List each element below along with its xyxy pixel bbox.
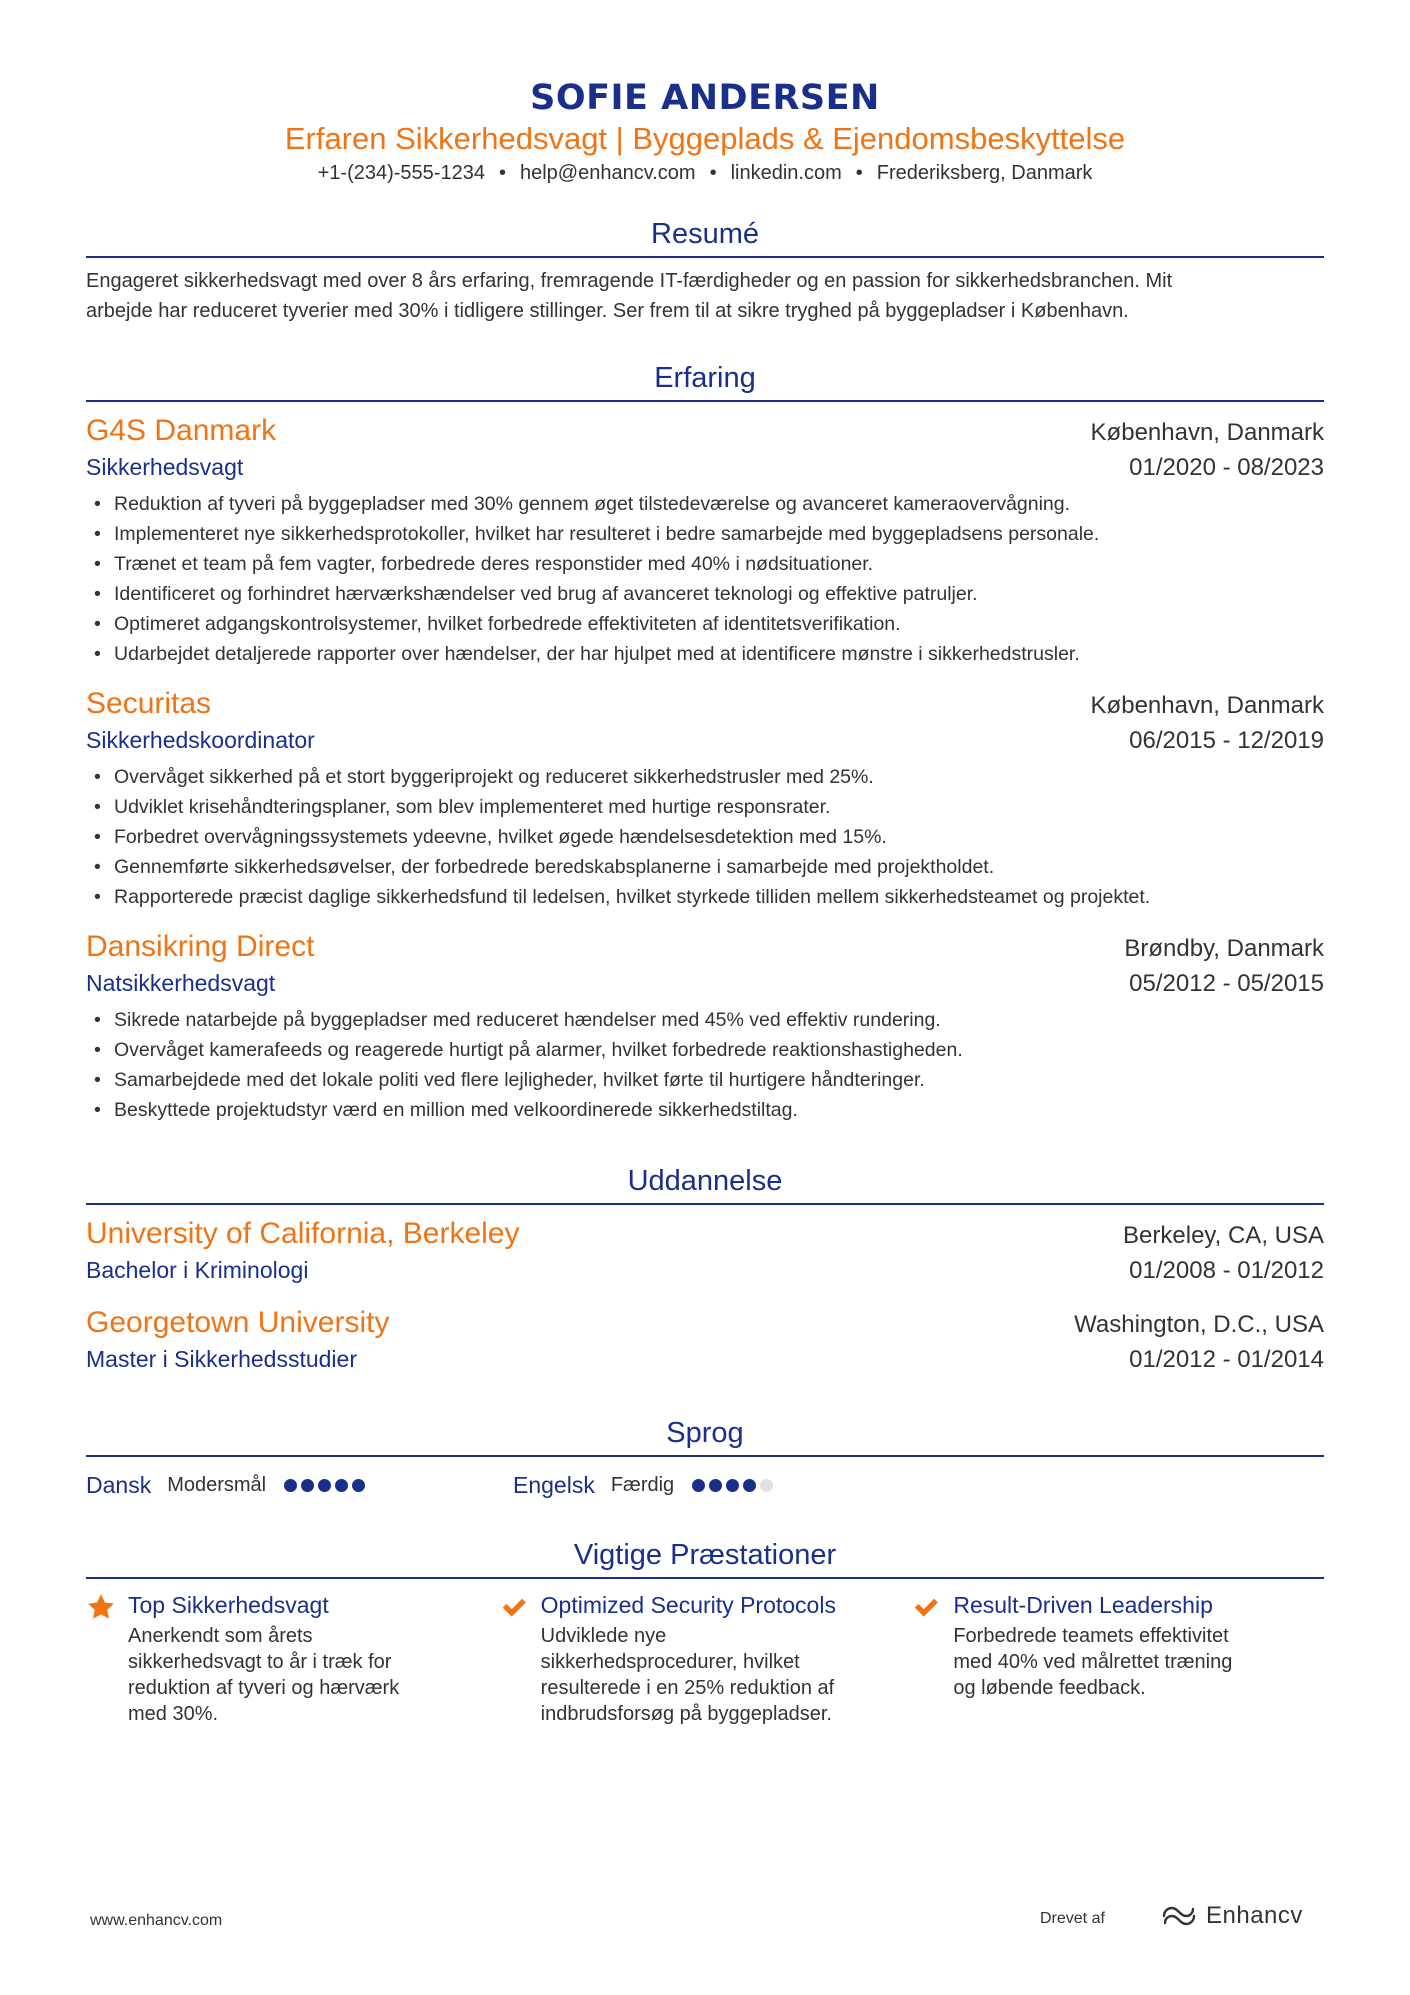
achievement-item [86,1589,499,1727]
contact-linkedin: linkedin.com [730,162,842,184]
contact-separator: • [498,162,506,184]
achievement-desc-line: med 40% ved målrettet træning [953,1651,1233,1673]
enhancv-logo-icon [1158,1902,1200,1930]
job-header-row [86,685,1324,723]
rating-dot-empty [760,1479,773,1492]
job-dates: 01/2020 - 08/2023 [1129,454,1324,481]
achievement-desc-line: med 30%. [128,1703,219,1725]
experience-section [86,360,1324,1125]
job-bullet: • Reduktion af tyveri på byggepladser med 30% gennem øget tilstedeværelse og avanceret kameraovervågning. [86,489,1324,519]
job-entry [86,412,1324,669]
summary-line: Engageret sikkerhedsvagt med over 8 års erfaring, fremragende IT-færdigheder og en passion for sikkerhedsbranchen. Mit [86,270,1173,292]
summary-text [86,266,1324,326]
job-dates: 06/2015 - 12/2019 [1129,727,1324,754]
education-degree: Master i Sikkerhedsstudier [86,1346,357,1372]
achievement-desc-line: Udviklede nye [540,1625,667,1647]
job-dates: 05/2012 - 05/2015 [1129,970,1324,997]
education-header-row [86,1304,1324,1342]
achievement-body [953,1589,1293,1701]
achievement-body [128,1589,468,1727]
education-location: Washington, D.C., USA [1074,1311,1324,1338]
candidate-tagline: Erfaren Sikkerhedsvagt | Byggeplads & Ejendomsbeskyttelse [284,121,1126,156]
checkmark-icon [911,1592,941,1622]
job-bullet: • Forbedret overvågningssystemets ydeevne, hvilket øgede hændelsesdetektion med 15%. [86,822,1324,852]
rating-dot-filled [284,1479,297,1492]
achievement-title: Result-Driven Leadership [953,1592,1213,1618]
job-company: Securitas [86,687,212,720]
contact-line [86,158,1324,188]
job-bullet: • Trænet et team på fem vagter, forbedrede deres responstider med 40% i nødsituationer. [86,549,1324,579]
language-level: Færdig [610,1473,675,1496]
job-role-row [86,723,1324,758]
achievement-item [911,1589,1324,1727]
rating-dot-filled [726,1479,739,1492]
achievement-description [953,1623,1293,1701]
language-name: Engelsk [513,1471,595,1498]
achievement-desc-line: Anerkendt som årets [128,1625,313,1647]
section-title-languages: Sprog [666,1417,744,1449]
achievement-body [541,1589,881,1727]
section-divider [86,400,1324,402]
achievement-desc-line: og løbende feedback. [953,1677,1146,1699]
job-location: København, Danmark [1090,692,1324,719]
section-divider [86,1577,1324,1579]
job-role-row [86,450,1324,485]
job-bullet: • Gennemførte sikkerhedsøvelser, der forbedrede beredskabsplanerne i samarbejde med projektholdet. [86,852,1324,882]
rating-dot-filled [335,1479,348,1492]
rating-dot-filled [318,1479,331,1492]
checkmark-icon [499,1592,529,1622]
achievements-section [86,1537,1324,1727]
job-role: Natsikkerhedsvagt [86,970,276,996]
job-bullet: • Udarbejdet detaljerede rapporter over hændelser, der har hjulpet med at identificere mønstre i sikkerhedstrusler. [86,639,1324,669]
achievement-desc-line: indbrudsforsøg på byggepladser. [540,1703,832,1725]
job-bullets [86,489,1324,669]
languages-row [86,1465,1324,1505]
section-title-experience: Erfaring [654,362,756,394]
job-role: Sikkerhedsvagt [86,454,244,480]
achievement-desc-line: sikkerhedsprocedurer, hvilket [540,1651,800,1673]
education-section [86,1163,1324,1377]
enhancv-logo [1158,1902,1303,1930]
contact-location: Frederiksberg, Danmark [876,162,1093,184]
job-bullet: • Samarbejdede med det lokale politi ved flere lejligheder, hvilket førte til hurtigere håndteringer. [86,1065,1324,1095]
rating-dot-filled [743,1479,756,1492]
languages-section [86,1415,1324,1505]
education-entry [86,1304,1324,1377]
resume-content [86,76,1324,1727]
rating-dot-filled [692,1479,705,1492]
contact-separator: • [709,162,717,184]
section-title-education: Uddannelse [627,1165,783,1197]
job-bullets [86,1005,1324,1125]
page-footer [0,1902,1410,1942]
contact-email: help@enhancv.com [519,162,696,184]
language-item [86,1472,513,1499]
education-degree-row [86,1342,1324,1377]
achievement-title: Optimized Security Protocols [540,1592,836,1618]
education-location: Berkeley, CA, USA [1123,1222,1324,1249]
language-rating [692,1479,773,1492]
candidate-name: SOFIE ANDERSEN [530,78,880,118]
summary-section [86,216,1324,326]
section-divider [86,1203,1324,1205]
job-bullet: • Beskyttede projektudstyr værd en million med velkoordinerede sikkerhedstiltag. [86,1095,1324,1125]
job-header-row [86,928,1324,966]
achievement-item [499,1589,912,1727]
education-school: Georgetown University [86,1306,390,1339]
achievement-desc-line: reduktion af tyveri og hærværk [128,1677,400,1699]
contact-separator: • [855,162,863,184]
job-bullet: • Rapporterede præcist daglige sikkerhedsfund til ledelsen, hvilket styrkede tilliden mellem sikkerhedsteamet og projektet. [86,882,1324,912]
job-header-row [86,412,1324,450]
language-item [513,1472,940,1499]
job-bullet: • Identificeret og forhindret hærværkshændelser ved brug af avanceret teknologi og effektive patruljer. [86,579,1324,609]
job-bullet: • Optimeret adgangskontrolsystemer, hvilket forbedrede effektiviteten af identitetsverifikation. [86,609,1324,639]
education-degree-row [86,1253,1324,1288]
section-title-summary: Resumé [651,218,759,250]
education-degree: Bachelor i Kriminologi [86,1257,309,1283]
enhancv-logo-text: Enhancv [1206,1902,1303,1929]
job-role-row [86,966,1324,1001]
achievement-desc-line: resulterede i en 25% reduktion af [540,1677,835,1699]
job-bullet: • Implementeret nye sikkerhedsprotokoller, hvilket har resulteret i bedre samarbejde med byggepladsens personale. [86,519,1324,549]
job-role: Sikkerhedskoordinator [86,727,315,753]
job-bullets [86,762,1324,912]
rating-dot-filled [301,1479,314,1492]
achievement-desc-line: Forbedrede teamets effektivitet [953,1625,1229,1647]
achievements-row [86,1589,1324,1727]
job-entry [86,685,1324,912]
job-bullet: • Sikrede natarbejde på byggepladser med reduceret hændelser med 45% ved effektiv rundering. [86,1005,1324,1035]
resume-header [86,76,1324,188]
rating-dot-filled [709,1479,722,1492]
job-company: G4S Danmark [86,414,277,447]
section-divider [86,1455,1324,1457]
job-location: København, Danmark [1090,419,1324,446]
achievement-title: Top Sikkerhedsvagt [128,1592,329,1618]
section-title-achievements: Vigtige Præstationer [573,1539,837,1571]
education-dates: 01/2012 - 01/2014 [1129,1346,1324,1373]
education-dates: 01/2008 - 01/2012 [1129,1257,1324,1284]
language-level: Modersmål [167,1473,267,1496]
section-divider [86,256,1324,258]
education-header-row [86,1215,1324,1253]
footer-powered-by: Drevet af [1040,1910,1105,1927]
achievement-description [541,1623,881,1727]
job-bullet: • Udviklet krisehåndteringsplaner, som blev implementeret med hurtige responsrater. [86,792,1324,822]
contact-phone: +1-(234)-555-1234 [317,162,485,184]
star-icon [86,1592,116,1622]
job-entry [86,928,1324,1125]
footer-url[interactable]: www.enhancv.com [90,1912,223,1929]
achievement-desc-line: sikkerhedsvagt to år i træk for [128,1651,392,1673]
job-bullet: • Overvåget sikkerhed på et stort byggeriprojekt og reduceret sikkerhedstrusler med 25%. [86,762,1324,792]
job-location: Brøndby, Danmark [1124,935,1324,962]
language-rating [284,1479,365,1492]
job-bullet: • Overvåget kamerafeeds og reagerede hurtigt på alarmer, hvilket forbedrede reaktionshastigheden. [86,1035,1324,1065]
job-company: Dansikring Direct [86,930,315,963]
education-entry [86,1215,1324,1288]
rating-dot-filled [352,1479,365,1492]
education-school: University of California, Berkeley [86,1217,520,1250]
language-name: Dansk [86,1471,152,1498]
summary-line: arbejde har reduceret tyverier med 30% i tidligere stillinger. Ser frem til at sikre tryghed på byggepladser i København. [86,300,1129,322]
achievement-description [128,1623,468,1727]
